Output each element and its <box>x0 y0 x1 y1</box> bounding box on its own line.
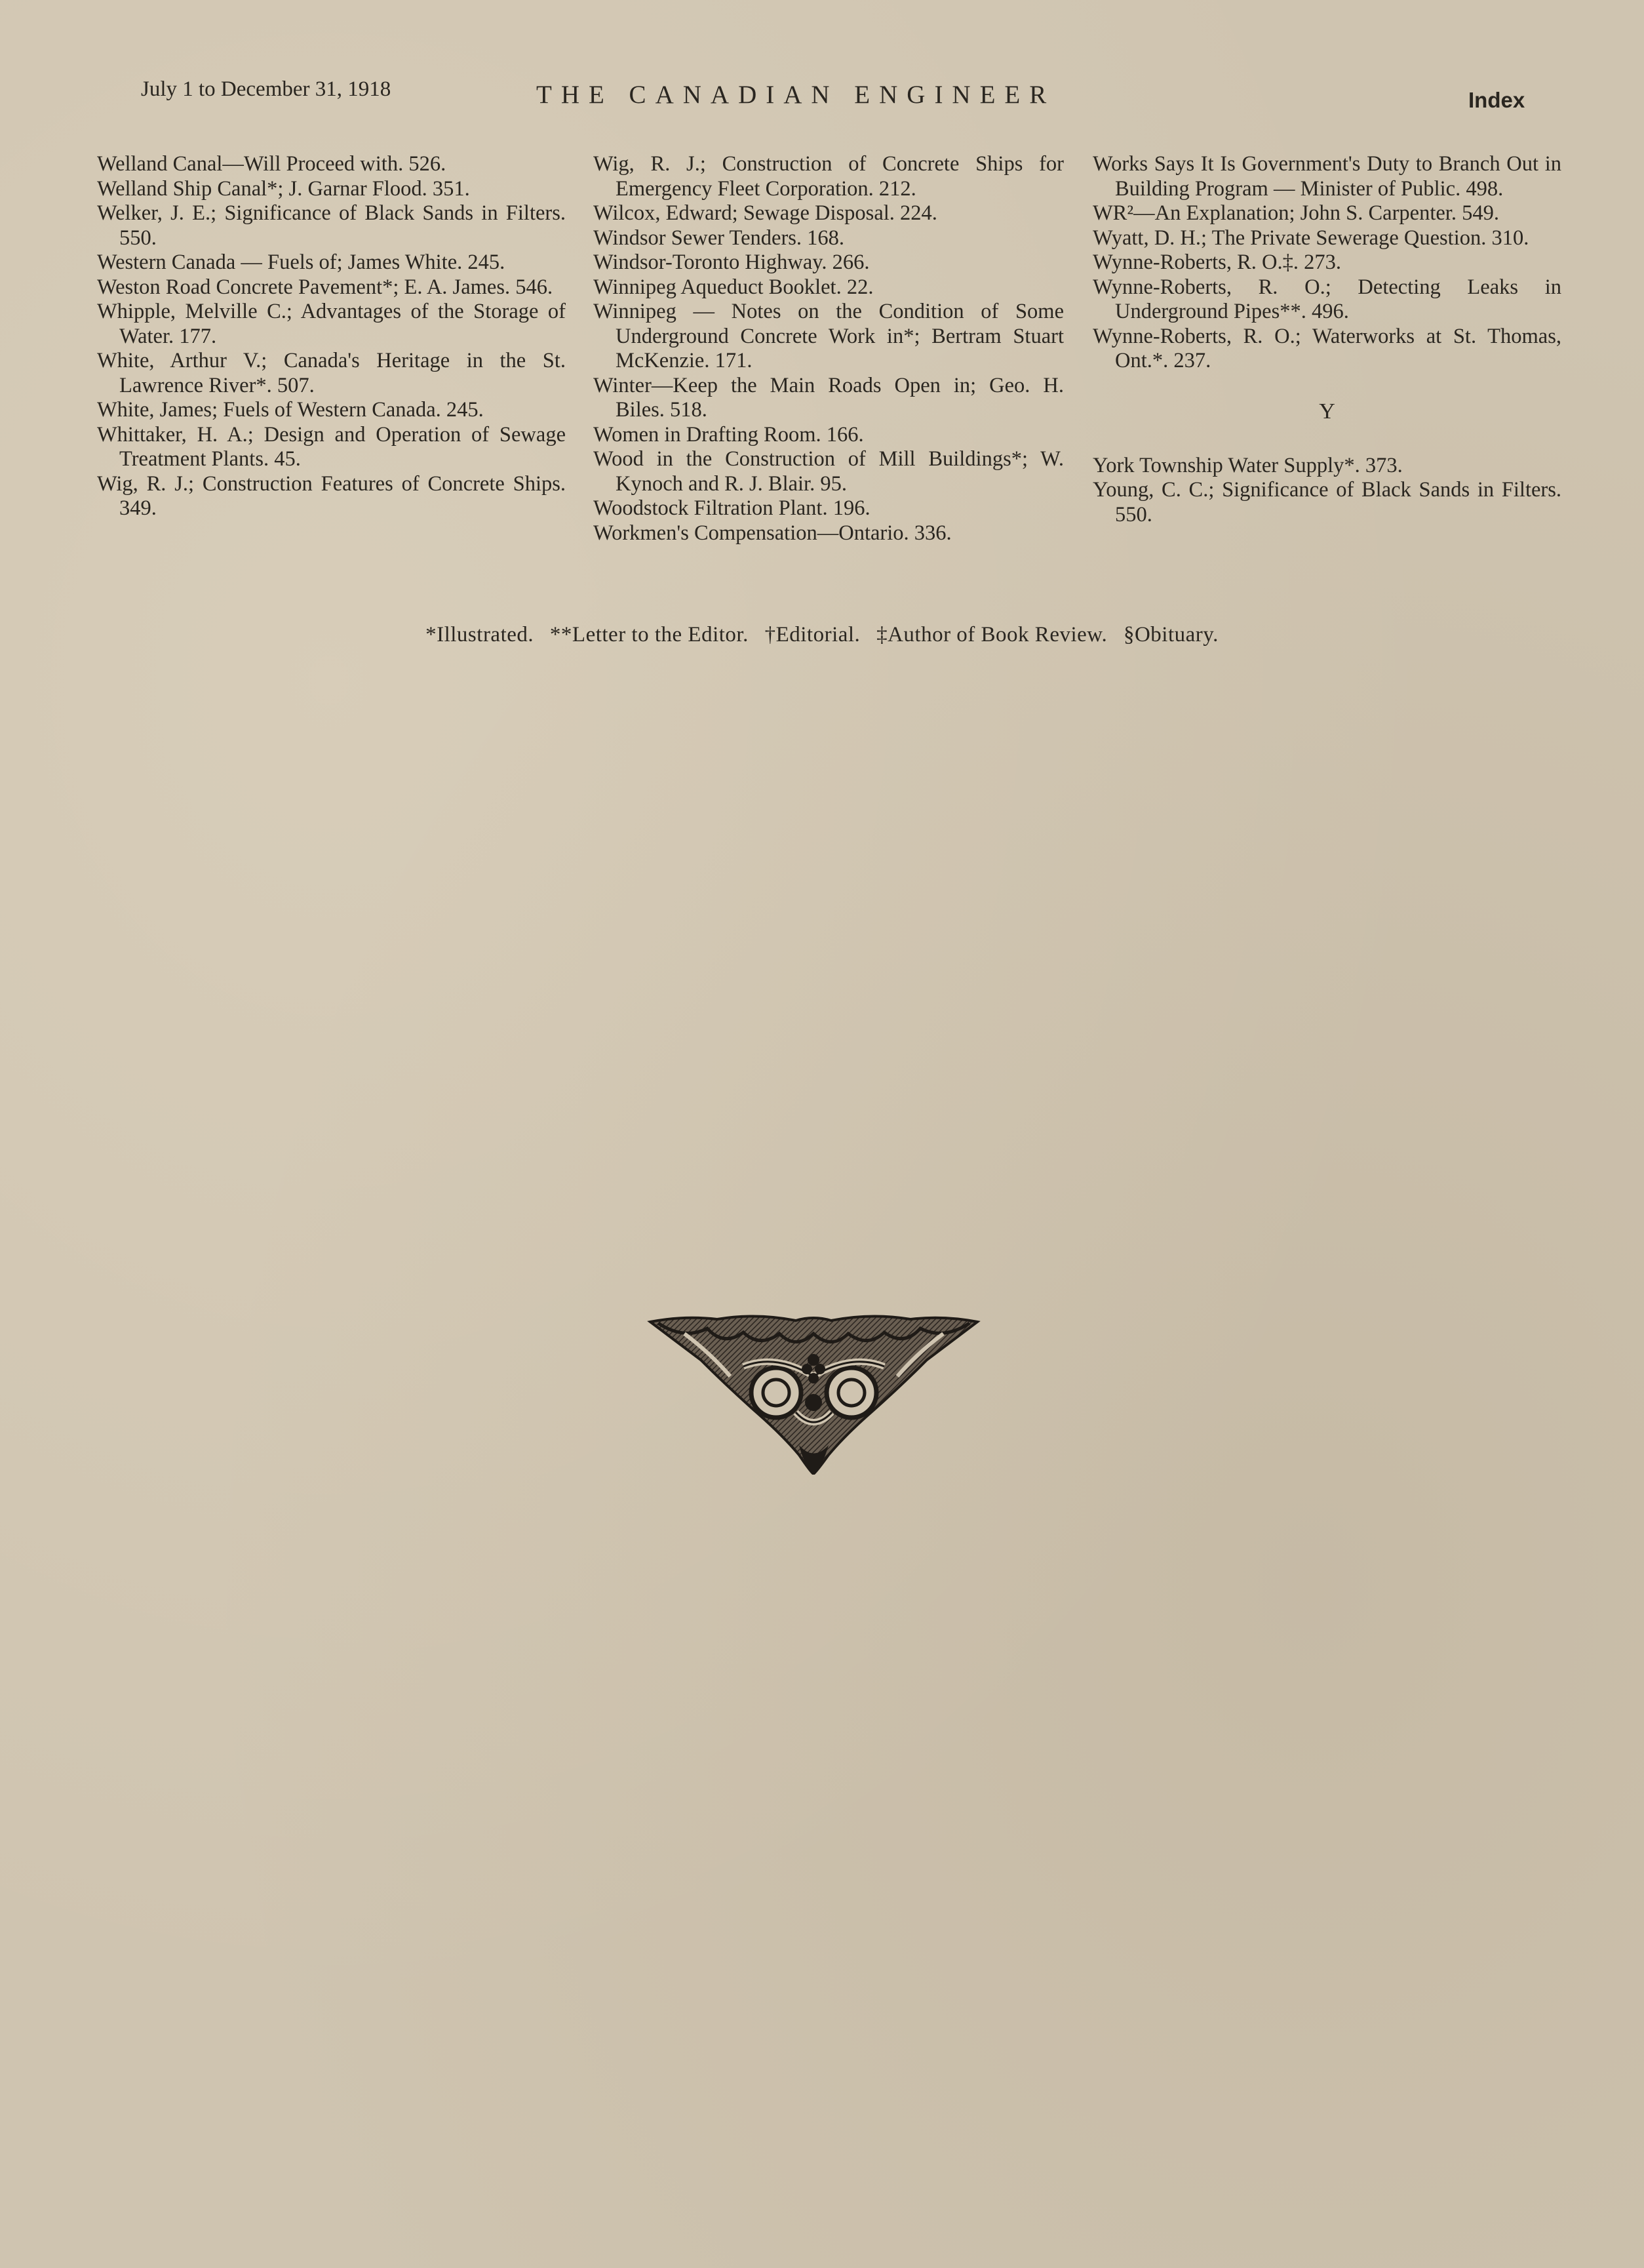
index-entry: Wynne-Roberts, R. O.; Waterworks at St. Thomas, Ont.*. 237. <box>1093 324 1561 372</box>
index-entry: Wynne-Roberts, R. O.; Detecting Leaks in Underground Pipes**. 496. <box>1093 275 1561 323</box>
index-entry: York Township Water Supply*. 373. <box>1093 453 1403 477</box>
index-entry: Winter—Keep the Main Roads Open in; Geo. H. Biles. 518. <box>593 373 1064 422</box>
index-entry: Windsor Sewer Tenders. 168. <box>593 226 845 250</box>
index-entry: Wynne-Roberts, R. O.‡. 273. <box>1093 250 1341 274</box>
legend-illustrated: *Illustrated. <box>425 623 534 647</box>
legend-obituary: §Obituary. <box>1123 623 1219 647</box>
index-entry: Welland Canal—Will Proceed with. 526. <box>97 152 446 176</box>
index-entry: Whittaker, H. A.; Design and Operation of Sewage Treatment Plants. 45. <box>97 422 566 471</box>
index-entry: Winnipeg — Notes on the Condition of Some Underground Concrete Work in*; Bertram Stuart McKenzie. 171. <box>593 300 1064 372</box>
letter-heading-y: Y <box>1319 399 1335 424</box>
index-entry: Wig, R. J.; Construction Features of Concrete Ships. 349. <box>97 471 566 520</box>
legend-book-review: ‡Author of Book Review. <box>876 623 1108 647</box>
section-label: Index <box>1468 88 1525 112</box>
journal-title: THE CANADIAN ENGINEER <box>536 81 1056 109</box>
index-entry: Welland Ship Canal*; J. Garnar Flood. 351. <box>97 176 470 201</box>
index-entry: Whipple, Melville C.; Advantages of the Storage of Water. 177. <box>97 300 566 348</box>
celtic-ornament-icon <box>645 1314 983 1475</box>
index-column-1 <box>97 152 566 521</box>
header-date-range: July 1 to December 31, 1918 <box>141 77 391 101</box>
index-entry: White, James; Fuels of Western Canada. 245. <box>97 398 484 422</box>
index-entry: White, Arthur V.; Canada's Heritage in the St. Lawrence River*. 507. <box>97 349 566 397</box>
legend-editorial: †Editorial. <box>764 623 861 647</box>
index-entry: Young, C. C.; Significance of Black Sands in Filters. 550. <box>1093 478 1561 527</box>
index-entry: Workmen's Compensation—Ontario. 336. <box>593 521 952 545</box>
legend-letter-to-editor: **Letter to the Editor. <box>549 623 749 647</box>
index-column-2 <box>593 152 1064 546</box>
index-entry: Western Canada — Fuels of; James White. 245. <box>97 250 505 274</box>
index-entry: Weston Road Concrete Pavement*; E. A. James. 546. <box>97 275 553 299</box>
index-entry: Wyatt, D. H.; The Private Sewerage Question. 310. <box>1093 226 1529 250</box>
index-entry: Wood in the Construction of Mill Buildings*; W. Kynoch and R. J. Blair. 95. <box>593 447 1064 496</box>
index-entry: Woodstock Filtration Plant. 196. <box>593 496 871 520</box>
index-entry: Windsor-Toronto Highway. 266. <box>593 250 870 274</box>
footnote-legend <box>0 623 1644 647</box>
index-entry: Wilcox, Edward; Sewage Disposal. 224. <box>593 201 937 225</box>
index-entry: Winnipeg Aqueduct Booklet. 22. <box>593 275 874 299</box>
index-column-3 <box>1093 152 1561 527</box>
index-entry: Women in Drafting Room. 166. <box>593 422 864 447</box>
index-entry: Works Says It Is Government's Duty to Branch Out in Building Program — Minister of Public. 498. <box>1093 152 1561 201</box>
index-entry: Wig, R. J.; Construction of Concrete Ships for Emergency Fleet Corporation. 212. <box>593 152 1064 201</box>
index-entry: WR²—An Explanation; John S. Carpenter. 549. <box>1093 201 1499 225</box>
index-entry: Welker, J. E.; Significance of Black Sands in Filters. 550. <box>97 201 566 250</box>
